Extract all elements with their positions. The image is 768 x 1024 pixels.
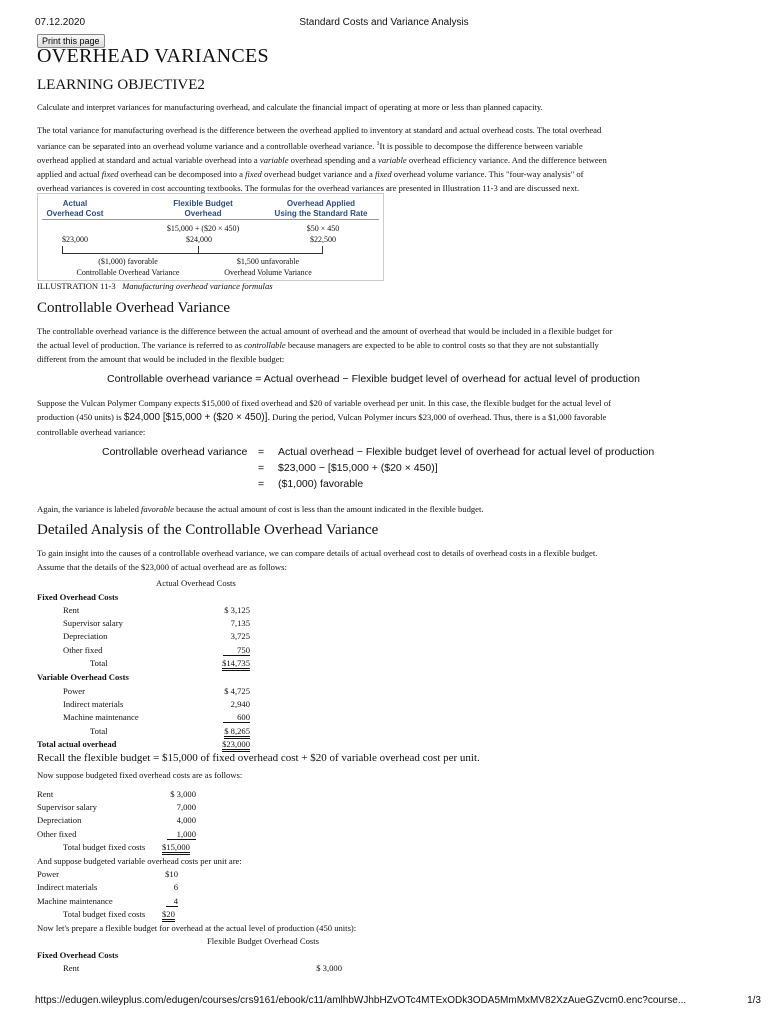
emphasis: variable <box>259 154 289 165</box>
total-label: Total <box>90 726 108 736</box>
row-value: 7,135 <box>230 618 250 628</box>
footnote-ref[interactable]: 1 <box>376 141 380 147</box>
calc-eq: = <box>258 478 265 490</box>
controllable-variance-label: Controllable Overhead Variance <box>76 268 180 277</box>
print-title: Standard Costs and Variance Analysis <box>299 17 469 28</box>
row-label: Rent <box>63 605 80 615</box>
row-value: $ 3,125 <box>224 605 250 615</box>
row-label: Indirect materials <box>37 882 98 892</box>
para-line <box>37 137 734 153</box>
row-value-cell <box>160 829 196 839</box>
actual-costs-title: Actual Overhead Costs <box>156 578 236 588</box>
para-line <box>37 338 734 352</box>
row-value: 4 <box>166 896 178 907</box>
para-line <box>37 167 734 181</box>
row-value: $ 3,000 <box>170 789 196 799</box>
para-line <box>37 153 734 167</box>
calc-line-2: $23,000 − [$15,000 + ($20 × 450)] <box>278 462 438 474</box>
illustration-11-3 <box>37 193 384 281</box>
para-line: The controllable overhead variance is the difference between the actual amount of overhead and the amount of overhead that would be included in a flexible budget for <box>37 326 613 336</box>
learning-objective-heading: LEARNING OBJECTIVE2 <box>37 77 205 93</box>
volume-variance-amount: $1,500 unfavorable <box>236 257 300 266</box>
para-line: To gain insight into the causes of a controllable overhead variance, we can compare details of actual overhead cost to details of overhead costs in a flexible budget. <box>37 548 598 558</box>
para-line <box>37 410 734 425</box>
calc-line-1: Actual overhead − Flexible budget level of overhead for actual level of production <box>278 446 655 458</box>
row-value: 3,725 <box>230 631 250 641</box>
row-value: 600 <box>223 712 250 723</box>
text-span: overhead can be decomposed into a <box>120 168 243 179</box>
flex-budget-intro: Now let's prepare a flexible budget for overhead at the actual level of production (450 units): <box>37 923 357 933</box>
row-label: Machine maintenance <box>37 896 113 906</box>
detailed-analysis-heading: Detailed Analysis of the Controllable Overhead Variance <box>37 522 379 538</box>
flex-fixed-head: Fixed Overhead Costs <box>37 950 119 960</box>
emphasis: fixed <box>245 168 262 179</box>
para-line: Suppose the Vulcan Polymer Company expects $15,000 of fixed overhead and $20 of variable overhead per unit. In this case, the flexible budget for the actual level of <box>37 398 611 408</box>
row-value-cell <box>216 712 250 722</box>
controllable-definition-paragraph <box>37 324 734 366</box>
row-value: 7,000 <box>176 802 196 812</box>
row-value: 750 <box>223 645 250 656</box>
emphasis: variable <box>378 154 407 165</box>
text-span: overhead spending and a <box>290 154 376 165</box>
row-label: Supervisor salary <box>63 618 123 628</box>
row-value: $10 <box>165 869 178 879</box>
intro-paragraph: Calculate and interpret variances for manufacturing overhead, and calculate the financial impact of operating at more or less than planned capacity. <box>37 102 543 112</box>
para-line: controllable overhead variance: <box>37 427 146 437</box>
row-value-cell <box>158 896 178 906</box>
row-label: Other fixed <box>63 645 103 655</box>
controllable-variance-heading: Controllable Overhead Variance <box>37 300 230 316</box>
print-header <box>35 17 733 31</box>
para-line: Assume that the details of the $23,000 of actual overhead are as follows: <box>37 562 287 572</box>
row-label: Rent <box>37 789 54 799</box>
text-span: because managers are expected to be able to control costs so that they are not substantially <box>287 340 599 350</box>
divider <box>42 219 379 220</box>
para-line: The total variance for manufacturing overhead is the difference between the overhead applied to inventory at standard and actual overhead costs. The total overhead <box>37 125 602 135</box>
favorable-note <box>37 502 734 516</box>
grand-total-label: Total actual overhead <box>37 739 117 749</box>
print-page-button[interactable]: Print this page <box>37 34 105 48</box>
detailed-intro-paragraph <box>37 546 734 574</box>
calc-label: Controllable overhead variance <box>102 446 248 458</box>
fixed-costs-head: Fixed Overhead Costs <box>37 592 119 602</box>
calc-eq: = <box>258 446 265 458</box>
total-cell <box>190 726 250 736</box>
row-label: Other fixed <box>37 829 77 839</box>
text-span: It is possible to decompose the difference between variable <box>379 140 583 151</box>
row-value: 1,000 <box>167 829 196 840</box>
caption-text: Manufacturing overhead variance formulas <box>122 281 273 291</box>
row-label: Indirect materials <box>63 699 124 709</box>
formula-flexible: $15,000 + ($20 × 450) <box>166 224 240 233</box>
text-span: production (450 units) is <box>37 412 122 422</box>
row-value: $ 4,725 <box>224 686 250 696</box>
col-overhead-applied: Overhead Applied Using the Standard Rate <box>274 199 368 218</box>
row-value-cell <box>216 645 250 655</box>
text-span: overhead applied at standard and actual variable overhead into a <box>37 154 258 165</box>
recall-flexible-budget: Recall the flexible budget = $15,000 of fixed overhead cost + $20 of variable overhead cost per unit. <box>37 752 480 764</box>
controllable-variance-amount: ($1,000) favorable <box>98 257 158 266</box>
total-label: Total budget fixed costs <box>63 909 146 919</box>
page-url: https://edugen.wileyplus.com/edugen/courses/crs9161/ebook/c11/amlhbWJhbHZvOTc4MTExODk3ODA5MmMxMV82XzAueGZvcm0.enc?course... <box>35 995 687 1006</box>
caption-label: ILLUSTRATION 11-3 <box>37 281 116 291</box>
text-span: During the period, Vulcan Polymer incurs $23,000 of overhead. Thus, there is a $1,000 favorable <box>272 412 607 422</box>
emphasis: favorable <box>141 504 174 514</box>
value-flexible: $24,000 <box>186 235 212 244</box>
bracket-line <box>62 253 322 254</box>
text-span: overhead volume variance. This "four-way analysis" of <box>393 168 584 179</box>
flex-budget-title: Flexible Budget Overhead Costs <box>207 936 319 946</box>
total-cell <box>190 739 250 749</box>
budget-variable-total: $20 <box>162 909 175 922</box>
text-span: the actual level of production. The variance is referred to as <box>37 340 242 350</box>
row-label: Depreciation <box>37 815 82 825</box>
text-span: $24,000 [$15,000 + ($20 × 450)]. <box>123 412 271 423</box>
print-date: 07.12.2020 <box>35 17 86 28</box>
calc-line-3: ($1,000) favorable <box>278 478 364 490</box>
total-cell <box>162 842 190 852</box>
total-cell <box>190 658 250 668</box>
budget-fixed-total: $15,000 <box>162 842 190 855</box>
total-cell <box>162 909 175 919</box>
fixed-total: $14,735 <box>222 658 250 671</box>
formula-applied: $50 × 450 <box>306 224 340 233</box>
row-label: Supervisor salary <box>37 802 97 812</box>
variable-total: $ 8,265 <box>224 726 250 739</box>
text-span: overhead budget variance and a <box>263 168 373 179</box>
text-span: variance can be separated into an overhead volume variance and a controllable overhead variance. <box>37 140 375 151</box>
text-span: overhead efficiency variance. And the difference between <box>408 154 607 165</box>
text-span: applied and actual <box>37 168 100 179</box>
emphasis: fixed <box>374 168 392 179</box>
variable-costs-head: Variable Overhead Costs <box>37 672 129 682</box>
total-label: Total budget fixed costs <box>63 842 146 852</box>
calc-eq: = <box>258 462 265 474</box>
text-span: Again, the variance is labeled <box>37 504 139 514</box>
total-label: Total <box>90 658 108 668</box>
col-actual-overhead-cost: Actual Overhead Cost <box>46 199 104 218</box>
grand-total: $23,000 <box>222 739 250 752</box>
para-line: overhead variances is covered in cost accounting textbooks. The formulas for the overhead variances are presented in Illustration 11-3 and are discussed next. <box>37 182 580 193</box>
emphasis: controllable <box>243 340 286 350</box>
vulcan-example-paragraph <box>37 396 734 439</box>
row-label: Rent <box>63 963 80 973</box>
row-value: 6 <box>173 882 178 892</box>
row-value: $ 3,000 <box>316 963 342 973</box>
row-value: 4,000 <box>176 815 196 825</box>
text-span: because the actual amount of cost is less than the amount indicated in the flexible budget. <box>176 504 484 514</box>
bracket-tick <box>322 246 323 254</box>
controllable-variance-formula: Controllable overhead variance = Actual overhead − Flexible budget level of overhead for actual level of production <box>107 373 640 385</box>
row-label: Power <box>63 686 85 696</box>
row-value: 2,940 <box>230 699 250 709</box>
row-label: Machine maintenance <box>63 712 139 722</box>
row-label: Depreciation <box>63 631 108 641</box>
illustration-caption <box>37 281 273 291</box>
col-flexible-budget-overhead: Flexible Budget Overhead <box>173 199 233 218</box>
emphasis: fixed <box>101 168 119 179</box>
para-line: different from the amount that would be included in the flexible budget: <box>37 354 285 364</box>
overhead-variance-paragraph <box>37 123 734 195</box>
page-title: OVERHEAD VARIANCES <box>37 45 269 67</box>
page-number: 1/3 <box>747 995 761 1006</box>
row-label: Power <box>37 869 59 879</box>
budget-variable-intro: And suppose budgeted variable overhead costs per unit are: <box>37 856 242 866</box>
volume-variance-label: Overhead Volume Variance <box>224 268 312 277</box>
value-actual: $23,000 <box>62 235 88 244</box>
value-applied: $22,500 <box>310 235 336 244</box>
budget-fixed-intro: Now suppose budgeted fixed overhead costs are as follows: <box>37 770 243 780</box>
